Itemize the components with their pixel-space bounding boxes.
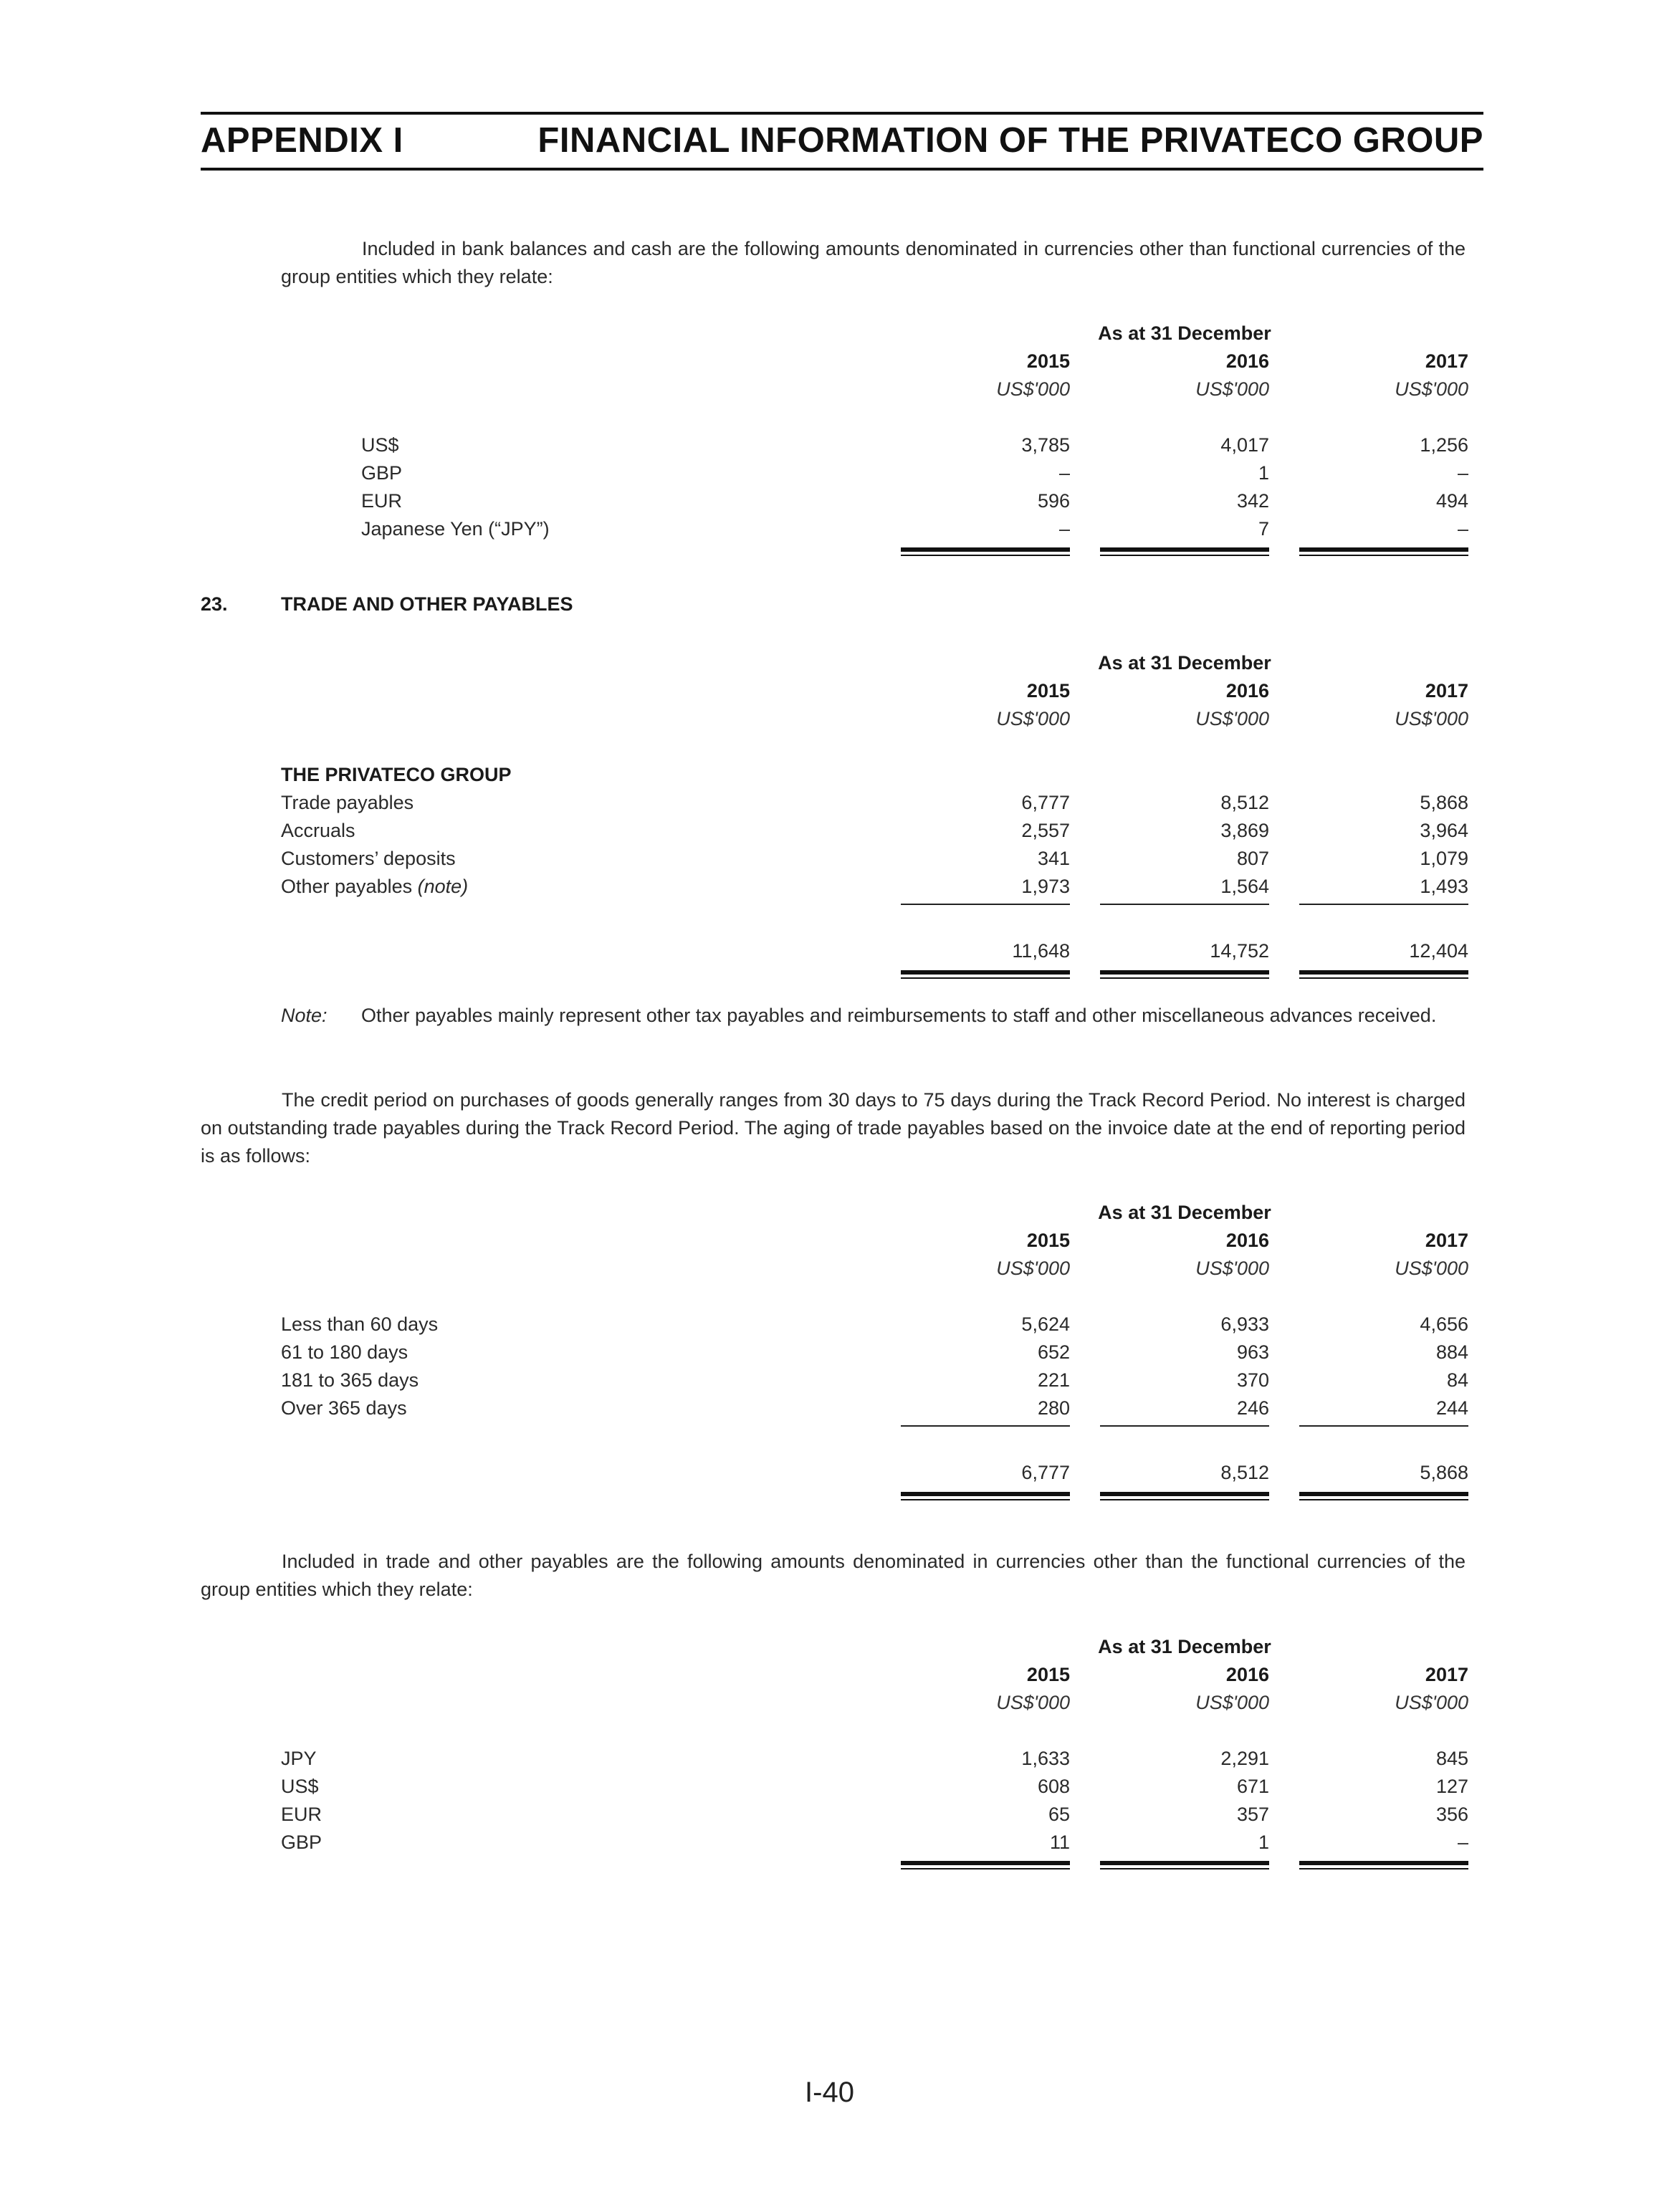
cell-value: 65 <box>1048 1804 1070 1825</box>
table-row <box>0 1801 1659 1829</box>
table-row <box>0 1773 1659 1801</box>
table-row <box>0 1745 1659 1773</box>
table-row <box>0 1339 1659 1366</box>
section-title: TRADE AND OTHER PAYABLES <box>281 593 573 615</box>
cell-value: 7 <box>1258 518 1269 540</box>
cell-value: 246 <box>1236 1397 1269 1419</box>
row-label-text: Other payables <box>281 876 413 897</box>
double-underline <box>1100 970 1269 979</box>
double-underline <box>1299 1861 1468 1869</box>
table-row <box>0 817 1659 845</box>
year-header: 2016 <box>1225 350 1269 372</box>
year-header: 2015 <box>1026 1664 1070 1685</box>
group-heading: THE PRIVATECO GROUP <box>281 764 512 785</box>
total-value: 6,777 <box>1021 1462 1070 1483</box>
table-caption-row <box>0 1199 1659 1227</box>
intro-paragraph <box>281 235 1466 291</box>
table-caption: As at 31 December <box>1098 1636 1271 1657</box>
cell-value: 5,624 <box>1021 1313 1070 1335</box>
table-row <box>0 487 1659 515</box>
cell-value: 1 <box>1258 1832 1269 1853</box>
table-caption-row <box>0 1633 1659 1661</box>
subtotal-rule <box>1100 904 1269 905</box>
row-label: Trade payables <box>281 792 414 813</box>
table-caption-row <box>0 320 1659 348</box>
unit-header: US$'000 <box>1195 1692 1269 1713</box>
cell-value: 807 <box>1236 848 1269 869</box>
table-caption: As at 31 December <box>1098 322 1271 344</box>
year-header: 2015 <box>1026 680 1070 702</box>
cell-value: 244 <box>1435 1397 1468 1419</box>
row-label: GBP <box>361 462 403 484</box>
row-label: US$ <box>281 1776 319 1797</box>
table-year-row <box>0 348 1659 375</box>
row-label: Over 365 days <box>281 1397 407 1419</box>
subtotal-rule <box>1299 904 1468 905</box>
cell-value: 3,785 <box>1021 434 1070 456</box>
cell-value: – <box>1457 1832 1468 1853</box>
total-value: 5,868 <box>1420 1462 1468 1483</box>
cell-value: 341 <box>1037 848 1070 869</box>
total-value: 11,648 <box>1012 940 1070 962</box>
double-underline <box>901 1492 1070 1500</box>
unit-header: US$'000 <box>1195 708 1269 729</box>
cell-value: 280 <box>1037 1397 1070 1419</box>
row-label: EUR <box>361 490 403 512</box>
cell-value: 127 <box>1435 1776 1468 1797</box>
cell-value: 2,291 <box>1220 1748 1269 1769</box>
group-heading-row <box>0 761 1659 789</box>
double-underline <box>1100 1492 1269 1500</box>
unit-header: US$'000 <box>1395 1692 1468 1713</box>
table-row <box>0 1829 1659 1857</box>
appendix-label: APPENDIX I <box>201 121 403 160</box>
table-row <box>0 1394 1659 1422</box>
cell-value: 1,493 <box>1420 876 1468 897</box>
unit-header: US$'000 <box>996 708 1070 729</box>
note-reference: (note) <box>417 876 469 897</box>
year-header: 2016 <box>1225 680 1269 702</box>
cell-value: 596 <box>1037 490 1070 512</box>
year-header: 2017 <box>1425 680 1468 702</box>
header-top-rule <box>201 112 1483 115</box>
double-underline <box>1299 1492 1468 1500</box>
cell-value: 494 <box>1435 490 1468 512</box>
cell-value: 1,973 <box>1021 876 1070 897</box>
year-header: 2015 <box>1026 1230 1070 1251</box>
cell-value: 1,256 <box>1420 434 1468 456</box>
table-row <box>0 1311 1659 1339</box>
cell-value: 5,868 <box>1420 792 1468 813</box>
row-label: US$ <box>361 434 399 456</box>
cell-value: 963 <box>1236 1341 1269 1363</box>
cell-value: 221 <box>1037 1369 1070 1391</box>
cell-value: – <box>1058 462 1070 484</box>
year-header: 2016 <box>1225 1230 1269 1251</box>
cell-value: 8,512 <box>1220 792 1269 813</box>
row-label: Less than 60 days <box>281 1313 439 1335</box>
double-underline <box>1100 547 1269 556</box>
double-underline <box>901 1861 1070 1869</box>
unit-header: US$'000 <box>996 378 1070 400</box>
table-year-row <box>0 1227 1659 1255</box>
table-caption: As at 31 December <box>1098 1202 1271 1223</box>
cell-value: 671 <box>1236 1776 1269 1797</box>
cell-value: 1,079 <box>1420 848 1468 869</box>
cell-value: 3,964 <box>1420 820 1468 841</box>
year-header: 2016 <box>1225 1664 1269 1685</box>
table-unit-row <box>0 705 1659 733</box>
row-label: 181 to 365 days <box>281 1369 419 1391</box>
total-value: 8,512 <box>1220 1462 1269 1483</box>
cell-value: 1,564 <box>1220 876 1269 897</box>
total-value: 12,404 <box>1409 940 1468 962</box>
year-header: 2015 <box>1026 350 1070 372</box>
payables-currency-text: Included in trade and other payables are the following amounts denominated in currencies other than the functional currencies of the group entities which they relate: <box>201 1551 1466 1600</box>
cell-value: 884 <box>1435 1341 1468 1363</box>
unit-header: US$'000 <box>1195 1258 1269 1279</box>
cell-value: – <box>1457 462 1468 484</box>
subtotal-rule <box>901 1425 1070 1427</box>
header-bottom-rule <box>201 168 1483 171</box>
unit-header: US$'000 <box>1395 1258 1468 1279</box>
total-row <box>0 937 1659 965</box>
double-underline <box>901 547 1070 556</box>
unit-header: US$'000 <box>1395 378 1468 400</box>
table-row <box>0 845 1659 873</box>
row-label: GBP <box>281 1832 322 1853</box>
double-underline <box>1299 547 1468 556</box>
cell-value: 11 <box>1049 1832 1070 1853</box>
year-header: 2017 <box>1425 1664 1468 1685</box>
credit-period-paragraph <box>201 1086 1466 1170</box>
total-row <box>0 1459 1659 1487</box>
section-number: 23. <box>201 593 228 615</box>
intro-paragraph-text: Included in bank balances and cash are the following amounts denominated in currencies other than functional currencies of the group entities which they relate: <box>281 238 1466 287</box>
cell-value: 845 <box>1435 1748 1468 1769</box>
table-caption: As at 31 December <box>1098 652 1271 674</box>
subtotal-rule <box>1100 1425 1269 1427</box>
subtotal-rule <box>1299 1425 1468 1427</box>
cell-value: 370 <box>1236 1369 1269 1391</box>
row-label <box>281 873 468 901</box>
table-row <box>0 515 1659 543</box>
subtotal-rule <box>901 904 1070 905</box>
cell-value: 357 <box>1236 1804 1269 1825</box>
table-row <box>0 459 1659 487</box>
row-label: Accruals <box>281 820 355 841</box>
credit-period-text: The credit period on purchases of goods generally ranges from 30 days to 75 days during the Track Record Period. No interest is charged on outstanding trade payables during the Track Record Period. The aging of trade payables based on the invoice date at the end of reporting period is as follows: <box>201 1089 1466 1167</box>
table-unit-row <box>0 375 1659 403</box>
cell-value: 3,869 <box>1220 820 1269 841</box>
row-label: Customers’ deposits <box>281 848 456 869</box>
cell-value: 4,656 <box>1420 1313 1468 1335</box>
cell-value: 652 <box>1037 1341 1070 1363</box>
appendix-title: FINANCIAL INFORMATION OF THE PRIVATECO GROUP <box>537 121 1483 160</box>
double-underline <box>1100 1861 1269 1869</box>
table-row <box>0 431 1659 459</box>
cell-value: – <box>1457 518 1468 540</box>
year-header: 2017 <box>1425 1230 1468 1251</box>
double-underline <box>901 970 1070 979</box>
unit-header: US$'000 <box>996 1692 1070 1713</box>
unit-header: US$'000 <box>1395 708 1468 729</box>
cell-value: 608 <box>1037 1776 1070 1797</box>
note-label: Note: <box>281 1005 328 1026</box>
cell-value: – <box>1058 518 1070 540</box>
table-row <box>0 1366 1659 1394</box>
row-label: 61 to 180 days <box>281 1341 408 1363</box>
cell-value: 1 <box>1258 462 1269 484</box>
row-label: JPY <box>281 1748 317 1769</box>
cell-value: 1,633 <box>1021 1748 1070 1769</box>
row-label: Japanese Yen (“JPY”) <box>361 518 550 540</box>
unit-header: US$'000 <box>1195 378 1269 400</box>
table-unit-row <box>0 1689 1659 1717</box>
table-caption-row <box>0 649 1659 677</box>
page-number: I-40 <box>805 2077 854 2108</box>
cell-value: 342 <box>1236 490 1269 512</box>
table-row <box>0 789 1659 817</box>
table-year-row <box>0 677 1659 705</box>
cell-value: 6,777 <box>1021 792 1070 813</box>
row-label: EUR <box>281 1804 322 1825</box>
cell-value: 2,557 <box>1021 820 1070 841</box>
table-row <box>0 873 1659 901</box>
total-value: 14,752 <box>1210 940 1269 962</box>
cell-value: 356 <box>1435 1804 1468 1825</box>
double-underline <box>1299 970 1468 979</box>
table-year-row <box>0 1661 1659 1689</box>
cell-value: 6,933 <box>1220 1313 1269 1335</box>
note-text: Other payables mainly represent other tax payables and reimbursements to staff and other miscellaneous advances received. <box>361 1005 1437 1026</box>
table-unit-row <box>0 1255 1659 1283</box>
cell-value: 84 <box>1446 1369 1468 1391</box>
year-header: 2017 <box>1425 350 1468 372</box>
unit-header: US$'000 <box>996 1258 1070 1279</box>
cell-value: 4,017 <box>1220 434 1269 456</box>
payables-currency-paragraph <box>201 1548 1466 1604</box>
